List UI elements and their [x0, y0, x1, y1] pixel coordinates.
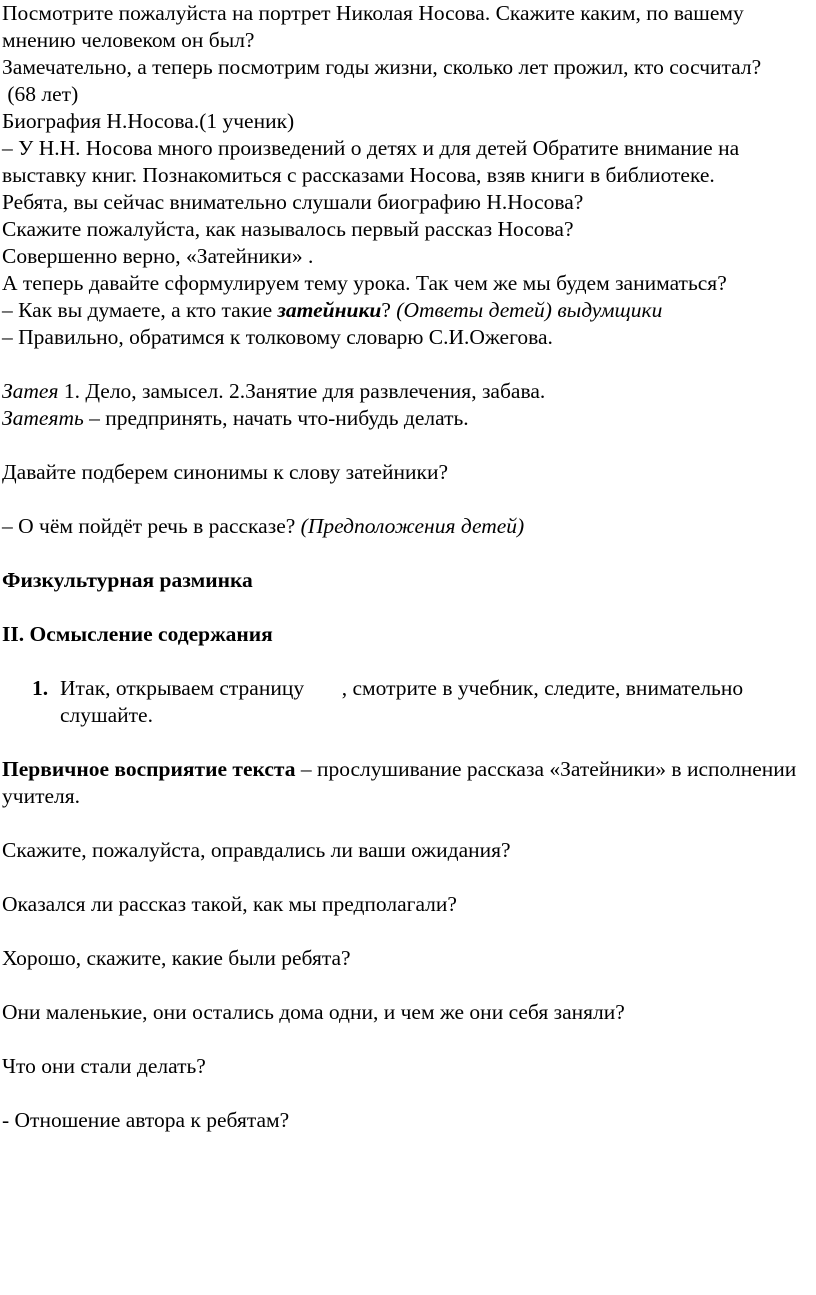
definition-zateyat	[2, 405, 812, 432]
answer-note: (Ответы детей) выдумщики	[396, 298, 663, 322]
spacer	[2, 1080, 812, 1107]
spacer	[2, 1026, 812, 1053]
list-item	[32, 675, 812, 729]
paragraph-biography: Биография Н.Носова.(1 ученик)	[2, 109, 295, 133]
paragraph-story-about	[2, 513, 812, 540]
term-zateyniki: затейники	[277, 298, 382, 322]
spacer	[2, 351, 812, 378]
spacer	[2, 594, 812, 621]
paragraph-kids: Хорошо, скажите, какие были ребята?	[2, 946, 351, 970]
paragraph-synonyms: Давайте подберем синонимы к слову затейники?	[2, 460, 449, 484]
paragraph-doing: Что они стали делать?	[2, 1054, 206, 1078]
definition-term: Затея	[2, 379, 59, 403]
paragraph-works: – У Н.Н. Носова много произведений о детях и для детей Обратите внимание на выставку книг. Познакомиться с рассказами Носова, взяв книги в библиотеке.	[2, 136, 740, 187]
spacer	[2, 432, 812, 459]
paragraph-dictionary: – Правильно, обратимся к толковому словарю С.И.Ожегова.	[2, 325, 553, 349]
paragraph-portrait: Посмотрите пожалуйста на портрет Николая Носова. Скажите каким, по вашему мнению человеком он был?	[2, 1, 744, 52]
paragraph-correct: Совершенно верно, «Затейники» .	[2, 244, 314, 268]
paragraph-first-story: Скажите пожалуйста, как называлось первый рассказ Носова?	[2, 217, 574, 241]
paragraph-expectations: Скажите, пожалуйста, оправдались ли ваши ожидания?	[2, 838, 511, 862]
spacer	[2, 810, 812, 837]
definition-text: 1. Дело, замысел. 2.Занятие для развлечения, забава.	[58, 379, 546, 403]
list-text: Итак, открываем страницу , смотрите в учебник, следите, внимательно слушайте.	[60, 676, 749, 727]
spacer	[2, 648, 812, 675]
text: – О чём пойдёт речь в рассказе?	[2, 514, 301, 538]
text: – прослушивание рассказа «Затейники» в исполнении учителя.	[2, 757, 797, 808]
spacer	[2, 918, 812, 945]
paragraph-question-zateyniki	[2, 297, 812, 324]
spacer	[2, 864, 812, 891]
paragraph-author-attitude: - Отношение автора к ребятам?	[2, 1108, 290, 1132]
definition-term: Затеять	[2, 406, 84, 430]
paragraph-topic: А теперь давайте сформулируем тему урока. Так чем же мы будем заниматься?	[2, 271, 727, 295]
paragraph-years: Замечательно, а теперь посмотрим годы жизни, сколько лет прожил, кто сосчитал?	[2, 55, 762, 79]
heading-section-2: II. Осмысление содержания	[2, 622, 273, 646]
paragraph-alone: Они маленькие, они остались дома одни, и чем же они себя заняли?	[2, 1000, 625, 1024]
text: ?	[381, 298, 397, 322]
answer-note: (Предположения детей)	[300, 514, 525, 538]
definition-zateya	[2, 378, 812, 405]
definition-text: – предпринять, начать что-нибудь делать.	[83, 406, 469, 430]
bold-term: Первичное восприятие текста	[2, 757, 296, 781]
paragraph-perception	[2, 756, 812, 810]
spacer	[2, 729, 812, 756]
spacer	[2, 972, 812, 999]
text: – Как вы думаете, а кто такие	[2, 298, 278, 322]
spacer	[2, 540, 812, 567]
heading-warmup: Физкультурная разминка	[2, 568, 253, 592]
spacer	[2, 486, 812, 513]
paragraph-age: (68 лет)	[2, 82, 79, 106]
paragraph-listened: Ребята, вы сейчас внимательно слушали биографию Н.Носова?	[2, 190, 584, 214]
list-number: 1.	[32, 676, 49, 700]
paragraph-assumed: Оказался ли рассказ такой, как мы предполагали?	[2, 892, 457, 916]
